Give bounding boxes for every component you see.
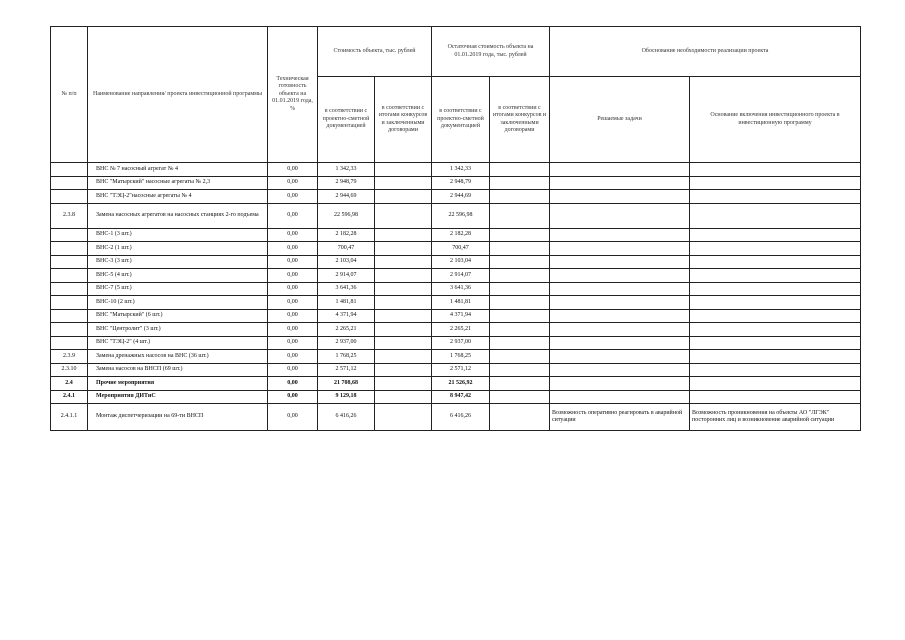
row-cost-doc: 9 129,18 bbox=[318, 390, 375, 404]
row-residual-contract bbox=[490, 163, 550, 177]
row-cost-contract bbox=[375, 242, 432, 256]
row-name: ВНС-3 (3 шт.) bbox=[88, 255, 268, 269]
row-tasks bbox=[550, 377, 690, 391]
row-name: Замена дренажных насосов на ВНС (36 шт.) bbox=[88, 350, 268, 364]
row-tasks bbox=[550, 269, 690, 283]
header-num: № п/п bbox=[51, 27, 88, 163]
row-tasks bbox=[550, 242, 690, 256]
row-residual-doc: 2 944,69 bbox=[432, 190, 490, 204]
row-readiness: 0,00 bbox=[268, 323, 318, 337]
table-row bbox=[51, 282, 861, 296]
investment-program-table bbox=[50, 26, 861, 431]
row-cost-doc: 2 914,07 bbox=[318, 269, 375, 283]
row-readiness: 0,00 bbox=[268, 296, 318, 310]
row-readiness: 0,00 bbox=[268, 309, 318, 323]
header-justification-group: Обоснование необходимости реализации проекта bbox=[550, 27, 861, 77]
row-residual-doc: 1 481,81 bbox=[432, 296, 490, 310]
row-readiness: 0,00 bbox=[268, 377, 318, 391]
row-readiness: 0,00 bbox=[268, 190, 318, 204]
row-num bbox=[51, 176, 88, 190]
row-residual-doc: 4 371,94 bbox=[432, 309, 490, 323]
row-name: ВНС-7 (5 шт.) bbox=[88, 282, 268, 296]
row-inclusion-basis bbox=[690, 363, 861, 377]
row-residual-contract bbox=[490, 336, 550, 350]
row-cost-doc: 2 571,12 bbox=[318, 363, 375, 377]
row-cost-doc: 2 265,21 bbox=[318, 323, 375, 337]
header-cost-group: Стоимость объекта, тыс. рублей bbox=[318, 27, 432, 77]
row-cost-contract bbox=[375, 228, 432, 242]
row-inclusion-basis bbox=[690, 163, 861, 177]
row-name: Монтаж диспетчеризации на 69-ти ВНСП bbox=[88, 404, 268, 431]
row-cost-contract bbox=[375, 269, 432, 283]
row-cost-contract bbox=[375, 309, 432, 323]
row-tasks bbox=[550, 350, 690, 364]
row-cost-doc: 21 708,68 bbox=[318, 377, 375, 391]
row-cost-doc: 2 182,28 bbox=[318, 228, 375, 242]
row-cost-contract bbox=[375, 363, 432, 377]
row-readiness: 0,00 bbox=[268, 203, 318, 228]
row-residual-contract bbox=[490, 377, 550, 391]
header-readiness: Техническая готовность объекта на 01.01.2019 года, % bbox=[268, 27, 318, 163]
row-inclusion-basis bbox=[690, 377, 861, 391]
table-row bbox=[51, 176, 861, 190]
row-cost-contract bbox=[375, 296, 432, 310]
row-readiness: 0,00 bbox=[268, 390, 318, 404]
row-num bbox=[51, 282, 88, 296]
row-readiness: 0,00 bbox=[268, 336, 318, 350]
row-cost-doc: 2 103,04 bbox=[318, 255, 375, 269]
header-residual-by-contracts: в соответствии с итогами конкурсов и заключенными договорами bbox=[490, 77, 550, 163]
row-cost-doc: 2 948,79 bbox=[318, 176, 375, 190]
row-readiness: 0,00 bbox=[268, 404, 318, 431]
row-tasks bbox=[550, 282, 690, 296]
row-num bbox=[51, 336, 88, 350]
row-cost-contract bbox=[375, 336, 432, 350]
row-residual-contract bbox=[490, 282, 550, 296]
row-name: ВНС "Матырский" насосные агрегаты № 2,3 bbox=[88, 176, 268, 190]
row-num bbox=[51, 296, 88, 310]
row-cost-contract bbox=[375, 350, 432, 364]
row-num: 2.4.1.1 bbox=[51, 404, 88, 431]
table-row bbox=[51, 255, 861, 269]
row-inclusion-basis bbox=[690, 228, 861, 242]
header-tasks: Решаемые задачи bbox=[550, 77, 690, 163]
row-residual-contract bbox=[490, 350, 550, 364]
row-tasks: Возможность оперативно реагировать в аварийной ситуации bbox=[550, 404, 690, 431]
row-name: Прочие мероприятия bbox=[88, 377, 268, 391]
row-inclusion-basis bbox=[690, 255, 861, 269]
row-num: 2.4.1 bbox=[51, 390, 88, 404]
row-residual-doc: 700,47 bbox=[432, 242, 490, 256]
row-residual-contract bbox=[490, 255, 550, 269]
row-name: ВНС-5 (4 шт.) bbox=[88, 269, 268, 283]
row-residual-doc: 22 596,98 bbox=[432, 203, 490, 228]
table-row bbox=[51, 323, 861, 337]
row-inclusion-basis bbox=[690, 176, 861, 190]
row-residual-contract bbox=[490, 296, 550, 310]
table-row bbox=[51, 336, 861, 350]
row-tasks bbox=[550, 363, 690, 377]
row-num: 2.3.10 bbox=[51, 363, 88, 377]
row-tasks bbox=[550, 163, 690, 177]
row-residual-doc: 8 947,42 bbox=[432, 390, 490, 404]
table-row bbox=[51, 163, 861, 177]
row-residual-doc: 3 641,36 bbox=[432, 282, 490, 296]
row-readiness: 0,00 bbox=[268, 255, 318, 269]
row-residual-doc: 2 265,21 bbox=[432, 323, 490, 337]
row-inclusion-basis bbox=[690, 350, 861, 364]
row-num bbox=[51, 163, 88, 177]
row-cost-contract bbox=[375, 255, 432, 269]
row-name: ВНС "Центролит" (3 шт.) bbox=[88, 323, 268, 337]
row-num bbox=[51, 269, 88, 283]
header-cost-by-contracts: в соответствии с итогами конкурсов и заключенными договорами bbox=[375, 77, 432, 163]
row-cost-contract bbox=[375, 203, 432, 228]
row-inclusion-basis bbox=[690, 190, 861, 204]
table-row bbox=[51, 390, 861, 404]
row-num bbox=[51, 309, 88, 323]
table-row bbox=[51, 190, 861, 204]
header-residual-group: Остаточная стоимость объекта на 01.01.2019 года, тыс. рублей bbox=[432, 27, 550, 77]
row-cost-contract bbox=[375, 163, 432, 177]
row-name: ВНС-1 (3 шт.) bbox=[88, 228, 268, 242]
row-residual-doc: 21 526,92 bbox=[432, 377, 490, 391]
row-readiness: 0,00 bbox=[268, 242, 318, 256]
row-num bbox=[51, 190, 88, 204]
row-residual-doc: 2 103,04 bbox=[432, 255, 490, 269]
row-residual-contract bbox=[490, 269, 550, 283]
row-tasks bbox=[550, 323, 690, 337]
row-cost-contract bbox=[375, 377, 432, 391]
row-name: ВНС "Матырский" (6 шт.) bbox=[88, 309, 268, 323]
row-residual-contract bbox=[490, 404, 550, 431]
table-row bbox=[51, 350, 861, 364]
row-residual-contract bbox=[490, 228, 550, 242]
row-name: ВНС-2 (1 шт.) bbox=[88, 242, 268, 256]
row-inclusion-basis bbox=[690, 323, 861, 337]
row-num: 2.4 bbox=[51, 377, 88, 391]
row-tasks bbox=[550, 176, 690, 190]
row-tasks bbox=[550, 255, 690, 269]
row-readiness: 0,00 bbox=[268, 269, 318, 283]
row-cost-doc: 1 481,81 bbox=[318, 296, 375, 310]
row-cost-contract bbox=[375, 404, 432, 431]
row-readiness: 0,00 bbox=[268, 282, 318, 296]
row-inclusion-basis bbox=[690, 336, 861, 350]
row-cost-doc: 700,47 bbox=[318, 242, 375, 256]
row-inclusion-basis bbox=[690, 309, 861, 323]
table-row bbox=[51, 363, 861, 377]
header-inclusion-basis: Основание включения инвестиционного проекта в инвестиционную программу bbox=[690, 77, 861, 163]
row-cost-contract bbox=[375, 323, 432, 337]
row-inclusion-basis: Возможность проникновения на объекты АО "ЛГЭК" посторонних лиц и возникновение аварийной ситуации bbox=[690, 404, 861, 431]
row-tasks bbox=[550, 390, 690, 404]
row-residual-doc: 2 948,79 bbox=[432, 176, 490, 190]
row-readiness: 0,00 bbox=[268, 350, 318, 364]
row-readiness: 0,00 bbox=[268, 176, 318, 190]
row-inclusion-basis bbox=[690, 269, 861, 283]
row-num bbox=[51, 228, 88, 242]
row-cost-doc: 4 371,94 bbox=[318, 309, 375, 323]
row-name: Замена насосов на ВНСП (69 шт.) bbox=[88, 363, 268, 377]
table-row bbox=[51, 203, 861, 228]
table-row bbox=[51, 296, 861, 310]
row-name: ВНС № 7 насосный агрегат № 4 bbox=[88, 163, 268, 177]
row-readiness: 0,00 bbox=[268, 228, 318, 242]
row-residual-doc: 2 914,07 bbox=[432, 269, 490, 283]
row-residual-contract bbox=[490, 190, 550, 204]
row-inclusion-basis bbox=[690, 242, 861, 256]
table-row bbox=[51, 242, 861, 256]
row-cost-doc: 6 416,26 bbox=[318, 404, 375, 431]
row-residual-doc: 1 342,33 bbox=[432, 163, 490, 177]
row-residual-doc: 6 416,26 bbox=[432, 404, 490, 431]
header-name: Наименование направления/ проекта инвестиционной программы bbox=[88, 27, 268, 163]
row-residual-contract bbox=[490, 323, 550, 337]
table-row bbox=[51, 269, 861, 283]
row-tasks bbox=[550, 336, 690, 350]
row-residual-doc: 2 571,12 bbox=[432, 363, 490, 377]
row-cost-doc: 22 596,98 bbox=[318, 203, 375, 228]
table-row bbox=[51, 309, 861, 323]
row-inclusion-basis bbox=[690, 282, 861, 296]
row-num bbox=[51, 323, 88, 337]
row-residual-doc: 2 937,00 bbox=[432, 336, 490, 350]
row-cost-contract bbox=[375, 282, 432, 296]
row-residual-contract bbox=[490, 390, 550, 404]
row-residual-doc: 1 768,25 bbox=[432, 350, 490, 364]
row-cost-doc: 1 768,25 bbox=[318, 350, 375, 364]
row-residual-contract bbox=[490, 176, 550, 190]
row-cost-contract bbox=[375, 176, 432, 190]
row-name: ВНС "ТЭЦ-2" (4 шт.) bbox=[88, 336, 268, 350]
row-num bbox=[51, 242, 88, 256]
row-name: ВНС "ТЭЦ-2"насосные агрегаты № 4 bbox=[88, 190, 268, 204]
table-row bbox=[51, 377, 861, 391]
row-residual-contract bbox=[490, 242, 550, 256]
row-name: Мероприятия ДИТиС bbox=[88, 390, 268, 404]
row-residual-doc: 2 182,28 bbox=[432, 228, 490, 242]
row-cost-doc: 2 937,00 bbox=[318, 336, 375, 350]
row-inclusion-basis bbox=[690, 390, 861, 404]
row-readiness: 0,00 bbox=[268, 363, 318, 377]
row-num: 2.3.9 bbox=[51, 350, 88, 364]
row-cost-doc: 2 944,69 bbox=[318, 190, 375, 204]
row-name: Замена насосных агрегатов на насосных станциях 2-го подъема bbox=[88, 203, 268, 228]
row-readiness: 0,00 bbox=[268, 163, 318, 177]
row-cost-doc: 3 641,36 bbox=[318, 282, 375, 296]
header-cost-by-docs: в соответствии с проектно-сметной документацией bbox=[318, 77, 375, 163]
row-residual-contract bbox=[490, 203, 550, 228]
row-num: 2.3.8 bbox=[51, 203, 88, 228]
row-tasks bbox=[550, 190, 690, 204]
row-name: ВНС-10 (2 шт.) bbox=[88, 296, 268, 310]
row-cost-contract bbox=[375, 190, 432, 204]
row-residual-contract bbox=[490, 363, 550, 377]
row-tasks bbox=[550, 296, 690, 310]
row-tasks bbox=[550, 203, 690, 228]
row-cost-doc: 1 342,33 bbox=[318, 163, 375, 177]
row-cost-contract bbox=[375, 390, 432, 404]
row-tasks bbox=[550, 309, 690, 323]
row-residual-contract bbox=[490, 309, 550, 323]
table-row bbox=[51, 228, 861, 242]
row-inclusion-basis bbox=[690, 296, 861, 310]
row-tasks bbox=[550, 228, 690, 242]
header-residual-by-docs: в соответствии с проектно-сметной документацией bbox=[432, 77, 490, 163]
row-num bbox=[51, 255, 88, 269]
table-row bbox=[51, 404, 861, 431]
row-inclusion-basis bbox=[690, 203, 861, 228]
